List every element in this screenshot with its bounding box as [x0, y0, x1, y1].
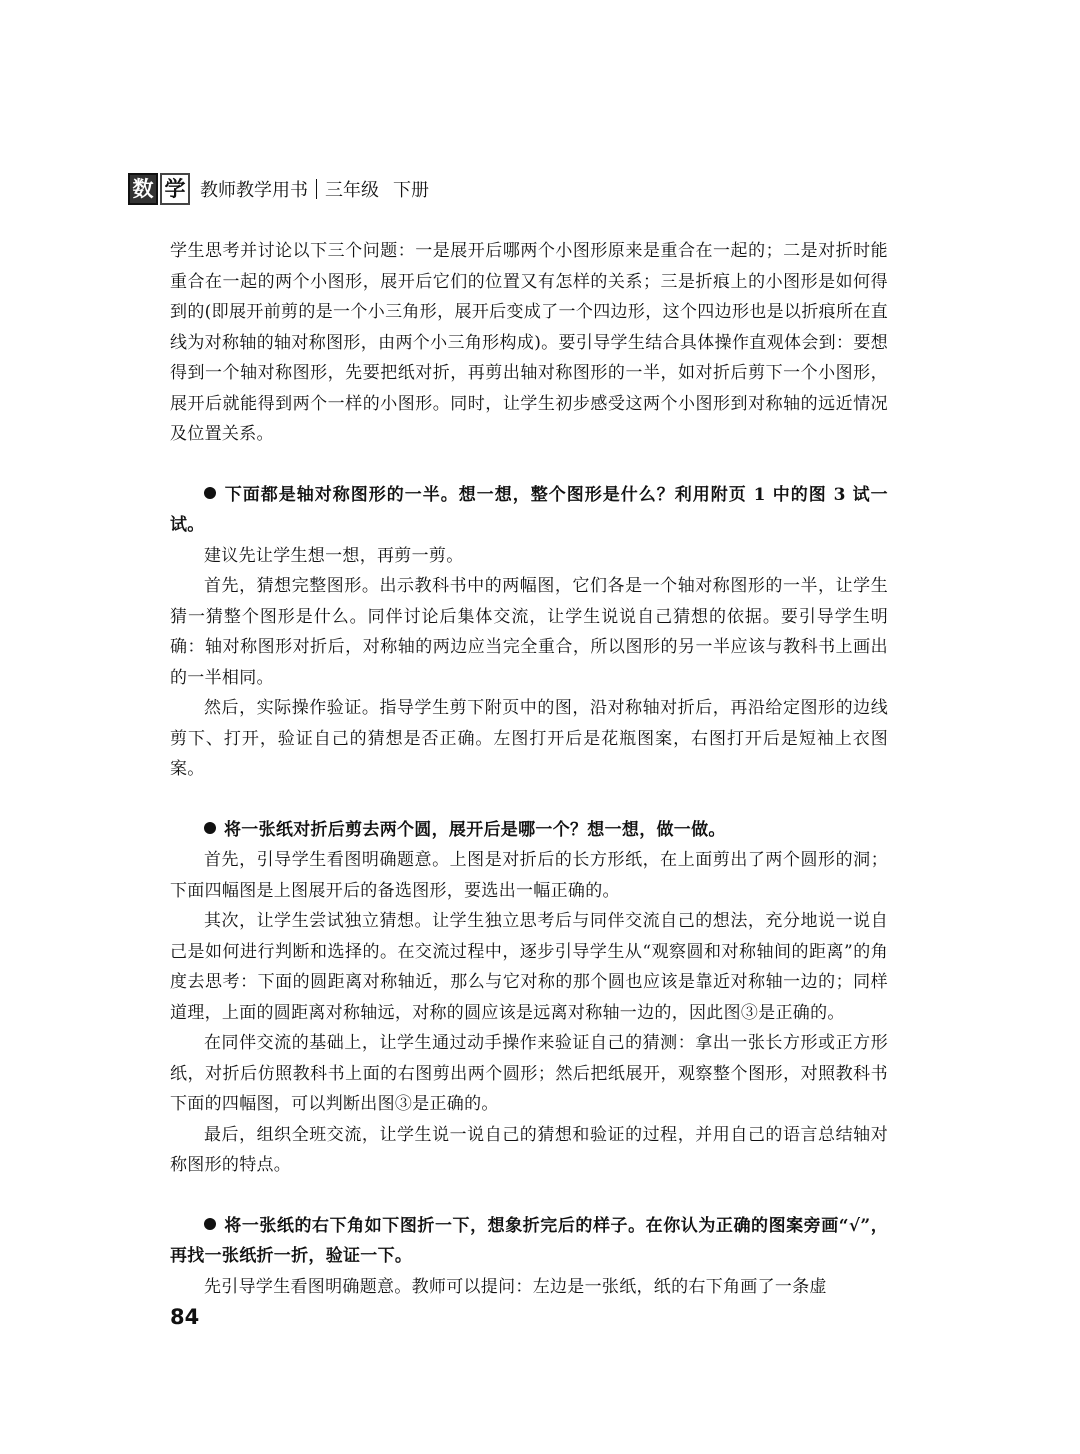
exercise-heading-2	[170, 815, 888, 846]
exercise-heading-text: 将一张纸对折后剪去两个圆，展开后是哪一个？想一想，做一做。	[224, 819, 726, 840]
grade-label: 三年级	[325, 180, 379, 201]
header-divider	[316, 179, 317, 199]
paragraph: 最后，组织全班交流，让学生说一说自己的猜想和验证的过程，并用自己的语言总结轴对称图形的特点。	[170, 1124, 888, 1175]
paragraph-continuation: 学生思考并讨论以下三个问题：一是展开后哪两个小图形原来是重合在一起的；二是对折时能重合在一起的两个小图形，展开后它们的位置又有怎样的关系；三是折痕上的小图形是如何得到的(即展开前剪的是一个小三角形，展开后变成了一个四边形，这个四边形也是以折痕所在直线为对称轴的轴对称图形，由两个小三角形构成)。要引导学生结合具体操作直观体会到：要想得到一个轴对称图形，先要把纸对折，再剪出轴对称图形的一半，如对折后剪下一个小图形，展开后就能得到两个一样的小图形。同时，让学生初步感受这两个小图形到对称轴的远近情况及位置关系。	[170, 241, 888, 444]
volume-label: 下册	[393, 180, 429, 201]
paragraph: 其次，让学生尝试独立猜想。让学生独立思考后与同伴交流自己的想法，充分地说一说自己是如何进行判断和选择的。在交流过程中，逐步引导学生从“观察圆和对称轴间的距离”的角度去思考：下面的圆距离对称轴近，那么与它对称的那个圆也应该是靠近对称轴一边的；同样道理，上面的圆距离对称轴远，对称的圆应该是远离对称轴一边的，因此图③是正确的。	[170, 911, 888, 1023]
subject-logo	[128, 172, 192, 206]
bullet-icon	[204, 822, 216, 834]
paragraph: 首先，猜想完整图形。出示教科书中的两幅图，它们各是一个轴对称图形的一半，让学生猜一猜整个图形是什么。同伴讨论后集体交流，让学生说说自己猜想的依据。要引导学生明确：轴对称图形对折后，对称轴的两边应当完全重合，所以图形的另一半应该与教科书上画出的一半相同。	[170, 576, 888, 688]
bullet-icon	[204, 487, 216, 499]
running-header	[128, 172, 429, 206]
paragraph: 然后，实际操作验证。指导学生剪下附页中的图，沿对称轴对折后，再沿给定图形的边线剪下、打开，验证自己的猜想是否正确。左图打开后是花瓶图案，右图打开后是短袖上衣图案。	[170, 698, 888, 779]
bullet-icon	[204, 1218, 216, 1230]
paragraph: 建议先让学生想一想，再剪一剪。	[204, 545, 464, 566]
exercise-heading-text: 下面都是轴对称图形的一半。想一想，整个图形是什么？利用附页 1 中的图 3 试一试。	[170, 484, 888, 535]
book-title: 教师教学用书	[200, 180, 308, 201]
paragraph: 首先，引导学生看图明确题意。上图是对折后的长方形纸，在上面剪出了两个圆形的洞；下面四幅图是上图展开后的备选图形，要选出一幅正确的。	[170, 850, 888, 901]
exercise-heading-text: 将一张纸的右下角如下图折一下，想象折完后的样子。在你认为正确的图案旁画“√”，再找一张纸折一折，验证一下。	[170, 1215, 888, 1266]
page-body	[170, 236, 888, 1302]
paragraph: 在同伴交流的基础上，让学生通过动手操作来验证自己的猜测：拿出一张长方形或正方形纸，对折后仿照教科书上面的右图剪出两个圆形；然后把纸展开，观察整个图形，对照教科书下面的四幅图，可以判断出图③是正确的。	[170, 1033, 888, 1114]
paragraph: 先引导学生看图明确题意。教师可以提问：左边是一张纸，纸的右下角画了一条虚	[204, 1276, 827, 1297]
logo-char-math-1: 数	[128, 173, 158, 205]
exercise-heading-3	[170, 1211, 888, 1272]
page-number: 84	[170, 1305, 200, 1329]
logo-char-math-2: 学	[160, 173, 190, 205]
exercise-heading-1	[170, 480, 888, 541]
